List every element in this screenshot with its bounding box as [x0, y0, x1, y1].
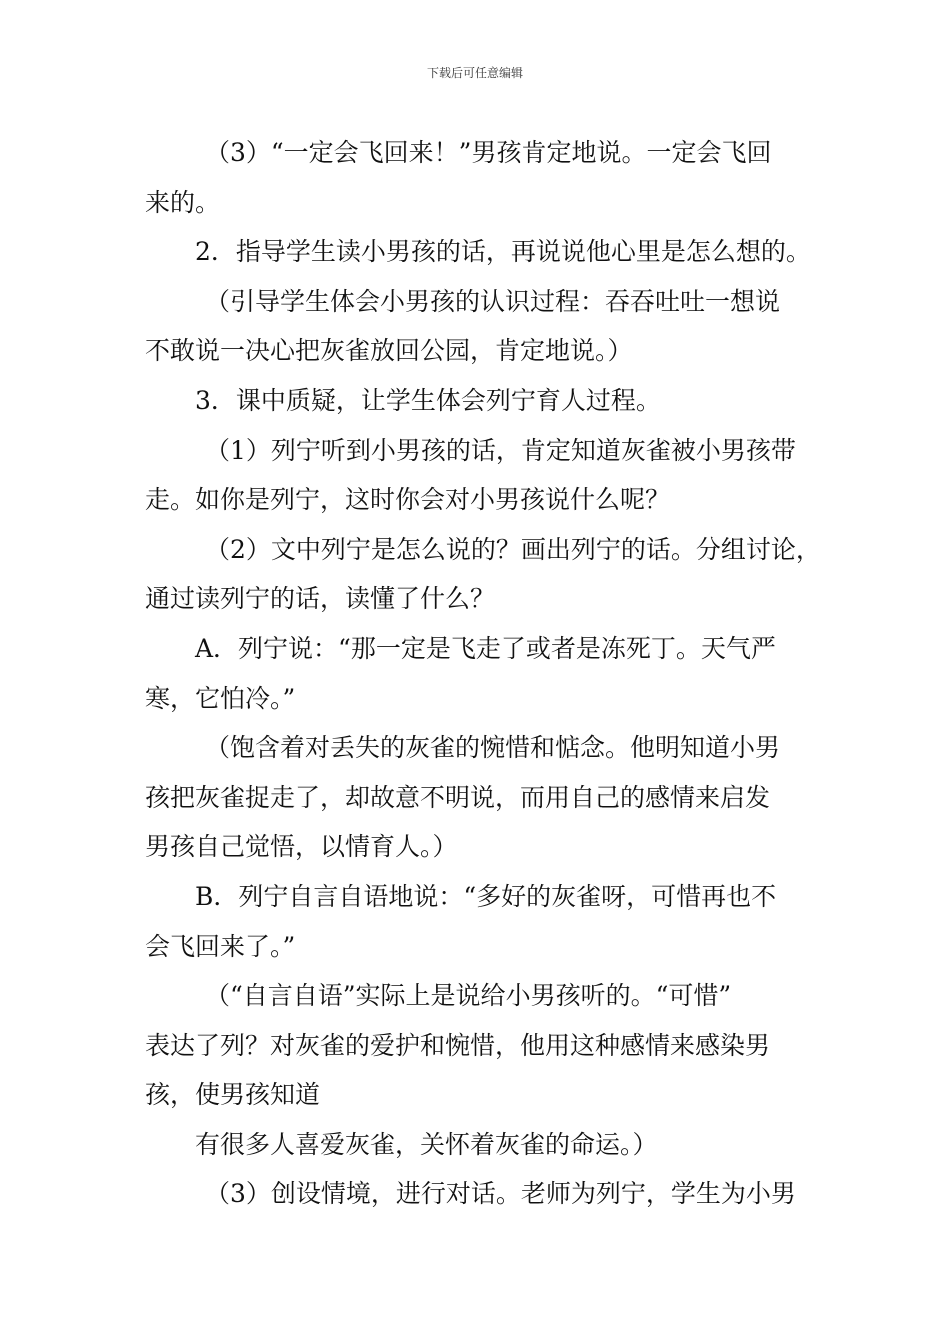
- text-line: 寒，它怕冷。”: [145, 683, 296, 713]
- text-line: 有很多人喜爱灰雀，关怀着灰雀的命运。）: [195, 1129, 658, 1159]
- text-line: 不敢说一决心把灰雀放回公园，肯定地说。）: [145, 336, 633, 366]
- text-line: A．列宁说：“那一定是飞走了或者是冻死丁。天气严: [195, 633, 776, 663]
- text-line: （3）创设情境，进行对话。老师为列宁，学生为小男: [205, 1179, 796, 1209]
- text-line: 孩把灰雀捉走了，却故意不明说，而用自己的感情来启发: [145, 782, 771, 812]
- text-line: 通过读列宁的话，读懂了什么？: [145, 584, 496, 614]
- text-line: 表达了列？对灰雀的爱护和惋惜，他用这种感情来感染男: [145, 1030, 771, 1060]
- text-line: （2）文中列宁是怎么说的？画出列宁的话。分组讨论，: [205, 534, 821, 564]
- text-line: 来的。: [145, 187, 221, 217]
- text-line: 孩，使男孩知道: [145, 1080, 321, 1110]
- text-line: 2．指导学生读小男孩的话，再说说他心里是怎么想的。: [195, 237, 811, 267]
- text-line: B．列宁自言自语地说：“多好的灰雀呀，可惜再也不: [195, 881, 777, 911]
- text-line: 3．课中质疑，让学生体会列宁育人过程。: [195, 385, 661, 415]
- text-line: 会飞回来了。”: [145, 931, 296, 961]
- text-line: （3）“一定会飞回来！”男孩肯定地说。一定会飞回: [205, 138, 772, 167]
- text-line: （1）列宁听到小男孩的话，肯定知道灰雀被小男孩带: [205, 435, 796, 465]
- text-line: 男孩自己觉悟，以情育人。）: [145, 832, 458, 862]
- document-body: [145, 128, 835, 1219]
- text-line: （饱含着对丢失的灰雀的惋惜和惦念。他明知道小男: [205, 733, 781, 763]
- text-line: （“自言自语”实际上是说给小男孩听的。“可惜”: [205, 981, 732, 1011]
- text-line: （引导学生体会小男孩的认识过程：吞吞吐吐一想说: [205, 286, 781, 316]
- page-header: 下载后可任意编辑: [426, 66, 523, 80]
- text-line: 走。如你是列宁，这时你会对小男孩说什么呢？: [145, 485, 671, 515]
